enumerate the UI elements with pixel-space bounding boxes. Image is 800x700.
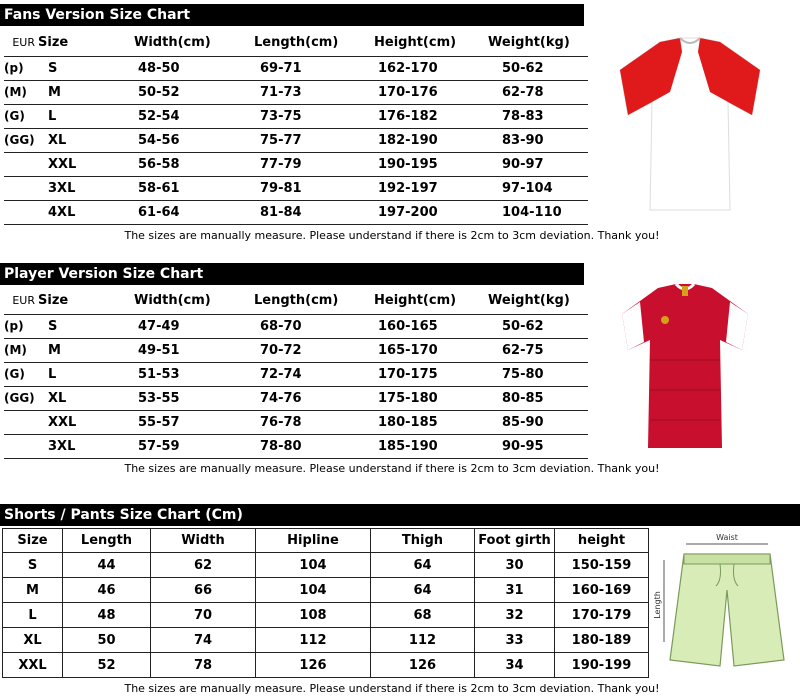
width-cell: 57-59 — [128, 434, 248, 458]
col-weight: Weight(kg) — [488, 30, 588, 56]
width-cell: 50-52 — [128, 80, 248, 104]
size-cell: 4XL — [38, 200, 128, 224]
length-cell: 71-73 — [248, 80, 368, 104]
col-thigh: Thigh — [371, 529, 475, 553]
thigh-cell: 112 — [371, 628, 475, 653]
player-note: The sizes are manually measure. Please understand if there is 2cm to 3cm deviation. Thank you! — [124, 462, 660, 475]
eur-cell — [4, 176, 38, 200]
height-cell: 190-195 — [368, 152, 488, 176]
foot-girth-cell: 33 — [475, 628, 555, 653]
shorts-section-title: Shorts / Pants Size Chart (Cm) — [0, 504, 800, 526]
eur-cell: (p) — [4, 56, 38, 80]
length-cell: 75-77 — [248, 128, 368, 152]
table-row — [3, 653, 649, 678]
col-weight: Weight(kg) — [488, 288, 588, 314]
col-length: Length — [63, 529, 151, 553]
weight-cell: 97-104 — [488, 176, 588, 200]
table-row — [4, 386, 588, 410]
size-cell: L — [3, 603, 63, 628]
width-cell: 61-64 — [128, 200, 248, 224]
length-cell: 44 — [63, 553, 151, 578]
height-cell: 180-185 — [368, 410, 488, 434]
fans-jersey-image — [600, 30, 780, 220]
length-cell: 76-78 — [248, 410, 368, 434]
hipline-cell: 104 — [256, 578, 371, 603]
height-cell: 182-190 — [368, 128, 488, 152]
weight-cell: 90-95 — [488, 434, 588, 458]
height-cell: 175-180 — [368, 386, 488, 410]
eur-cell: (GG) — [4, 128, 38, 152]
table-row — [4, 200, 588, 224]
col-height: Height(cm) — [368, 30, 488, 56]
length-cell: 79-81 — [248, 176, 368, 200]
eur-label: EUR — [12, 294, 35, 308]
weight-cell: 90-97 — [488, 152, 588, 176]
col-width: Width(cm) — [128, 30, 248, 56]
eur-label: EUR — [12, 36, 35, 50]
height-cell: 190-199 — [555, 653, 649, 678]
fans-note: The sizes are manually measure. Please understand if there is 2cm to 3cm deviation. Thank you! — [124, 229, 660, 242]
height-cell: 170-175 — [368, 362, 488, 386]
shorts-note: The sizes are manually measure. Please understand if there is 2cm to 3cm deviation. Thank you! — [124, 682, 660, 695]
size-cell: 3XL — [38, 434, 128, 458]
length-cell: 70-72 — [248, 338, 368, 362]
fans-section-title: Fans Version Size Chart — [0, 4, 584, 26]
eur-cell: (M) — [4, 80, 38, 104]
hipline-cell: 108 — [256, 603, 371, 628]
foot-girth-cell: 32 — [475, 603, 555, 628]
eur-cell: (GG) — [4, 386, 38, 410]
table-row — [4, 104, 588, 128]
length-cell: 74-76 — [248, 386, 368, 410]
fans-size-table — [4, 30, 588, 225]
height-cell: 170-176 — [368, 80, 488, 104]
thigh-cell: 68 — [371, 603, 475, 628]
length-cell: 50 — [63, 628, 151, 653]
length-cell: 81-84 — [248, 200, 368, 224]
size-cell: XL — [38, 386, 128, 410]
col-size: Size — [3, 529, 63, 553]
length-cell: 78-80 — [248, 434, 368, 458]
size-cell: XXL — [38, 410, 128, 434]
width-cell: 53-55 — [128, 386, 248, 410]
col-length: Length(cm) — [248, 30, 368, 56]
player-header-row — [4, 288, 588, 314]
thigh-cell: 126 — [371, 653, 475, 678]
width-cell: 48-50 — [128, 56, 248, 80]
eur-cell — [4, 410, 38, 434]
hipline-cell: 104 — [256, 553, 371, 578]
size-cell: S — [38, 56, 128, 80]
col-hipline: Hipline — [256, 529, 371, 553]
length-cell: 77-79 — [248, 152, 368, 176]
eur-cell — [4, 152, 38, 176]
eur-cell — [4, 200, 38, 224]
weight-cell: 50-62 — [488, 56, 588, 80]
size-cell: XXL — [38, 152, 128, 176]
size-cell: 3XL — [38, 176, 128, 200]
size-cell: S — [38, 314, 128, 338]
weight-cell: 62-75 — [488, 338, 588, 362]
foot-girth-cell: 31 — [475, 578, 555, 603]
height-cell: 160-169 — [555, 578, 649, 603]
size-cell: S — [3, 553, 63, 578]
width-cell: 56-58 — [128, 152, 248, 176]
table-row — [4, 338, 588, 362]
col-width: Width(cm) — [128, 288, 248, 314]
length-cell: 72-74 — [248, 362, 368, 386]
size-cell: M — [3, 578, 63, 603]
table-row — [4, 176, 588, 200]
shorts-diagram — [650, 530, 796, 676]
shorts-size-table — [2, 528, 649, 678]
table-row — [4, 314, 588, 338]
eur-cell: (M) — [4, 338, 38, 362]
height-cell: 192-197 — [368, 176, 488, 200]
foot-girth-cell: 30 — [475, 553, 555, 578]
waist-label: Waist — [716, 533, 738, 542]
hipline-cell: 126 — [256, 653, 371, 678]
foot-girth-cell: 34 — [475, 653, 555, 678]
height-cell: 170-179 — [555, 603, 649, 628]
shorts-header-row — [3, 529, 649, 553]
width-cell: 51-53 — [128, 362, 248, 386]
col-length: Length(cm) — [248, 288, 368, 314]
table-row — [4, 434, 588, 458]
width-cell: 49-51 — [128, 338, 248, 362]
width-cell: 62 — [151, 553, 256, 578]
width-cell: 47-49 — [128, 314, 248, 338]
col-foot-girth: Foot girth — [475, 529, 555, 553]
player-section-title: Player Version Size Chart — [0, 263, 584, 285]
width-cell: 70 — [151, 603, 256, 628]
weight-cell: 85-90 — [488, 410, 588, 434]
height-cell: 150-159 — [555, 553, 649, 578]
fans-header-row — [4, 30, 588, 56]
table-row — [3, 553, 649, 578]
table-row — [4, 128, 588, 152]
weight-cell: 50-62 — [488, 314, 588, 338]
size-cell: XL — [3, 628, 63, 653]
size-cell: L — [38, 104, 128, 128]
length-cell: 52 — [63, 653, 151, 678]
length-cell: 68-70 — [248, 314, 368, 338]
length-cell: 69-71 — [248, 56, 368, 80]
height-cell: 185-190 — [368, 434, 488, 458]
eur-cell — [4, 434, 38, 458]
height-cell: 162-170 — [368, 56, 488, 80]
width-cell: 78 — [151, 653, 256, 678]
length-cell: 48 — [63, 603, 151, 628]
thigh-cell: 64 — [371, 553, 475, 578]
length-cell: 46 — [63, 578, 151, 603]
width-cell: 66 — [151, 578, 256, 603]
width-cell: 52-54 — [128, 104, 248, 128]
player-jersey-image — [610, 280, 760, 455]
height-cell: 180-189 — [555, 628, 649, 653]
table-row — [4, 56, 588, 80]
height-cell: 176-182 — [368, 104, 488, 128]
height-cell: 160-165 — [368, 314, 488, 338]
width-cell: 55-57 — [128, 410, 248, 434]
col-size: Size — [38, 288, 128, 314]
player-size-table — [4, 288, 588, 459]
thigh-cell: 64 — [371, 578, 475, 603]
weight-cell: 80-85 — [488, 386, 588, 410]
height-cell: 197-200 — [368, 200, 488, 224]
col-height: height — [555, 529, 649, 553]
eur-cell: (p) — [4, 314, 38, 338]
weight-cell: 62-78 — [488, 80, 588, 104]
table-row — [3, 628, 649, 653]
col-height: Height(cm) — [368, 288, 488, 314]
size-cell: L — [38, 362, 128, 386]
size-cell: M — [38, 80, 128, 104]
width-cell: 58-61 — [128, 176, 248, 200]
table-row — [4, 152, 588, 176]
size-cell: XXL — [3, 653, 63, 678]
length-label: Length — [653, 591, 662, 619]
eur-cell: (G) — [4, 362, 38, 386]
col-size: Size — [38, 30, 128, 56]
weight-cell: 75-80 — [488, 362, 588, 386]
eur-cell: (G) — [4, 104, 38, 128]
size-cell: M — [38, 338, 128, 362]
table-row — [3, 578, 649, 603]
weight-cell: 104-110 — [488, 200, 588, 224]
weight-cell: 78-83 — [488, 104, 588, 128]
table-row — [4, 80, 588, 104]
size-cell: XL — [38, 128, 128, 152]
width-cell: 74 — [151, 628, 256, 653]
table-row — [4, 410, 588, 434]
table-row — [3, 603, 649, 628]
width-cell: 54-56 — [128, 128, 248, 152]
weight-cell: 83-90 — [488, 128, 588, 152]
table-row — [4, 362, 588, 386]
length-cell: 73-75 — [248, 104, 368, 128]
height-cell: 165-170 — [368, 338, 488, 362]
hipline-cell: 112 — [256, 628, 371, 653]
col-width: Width — [151, 529, 256, 553]
